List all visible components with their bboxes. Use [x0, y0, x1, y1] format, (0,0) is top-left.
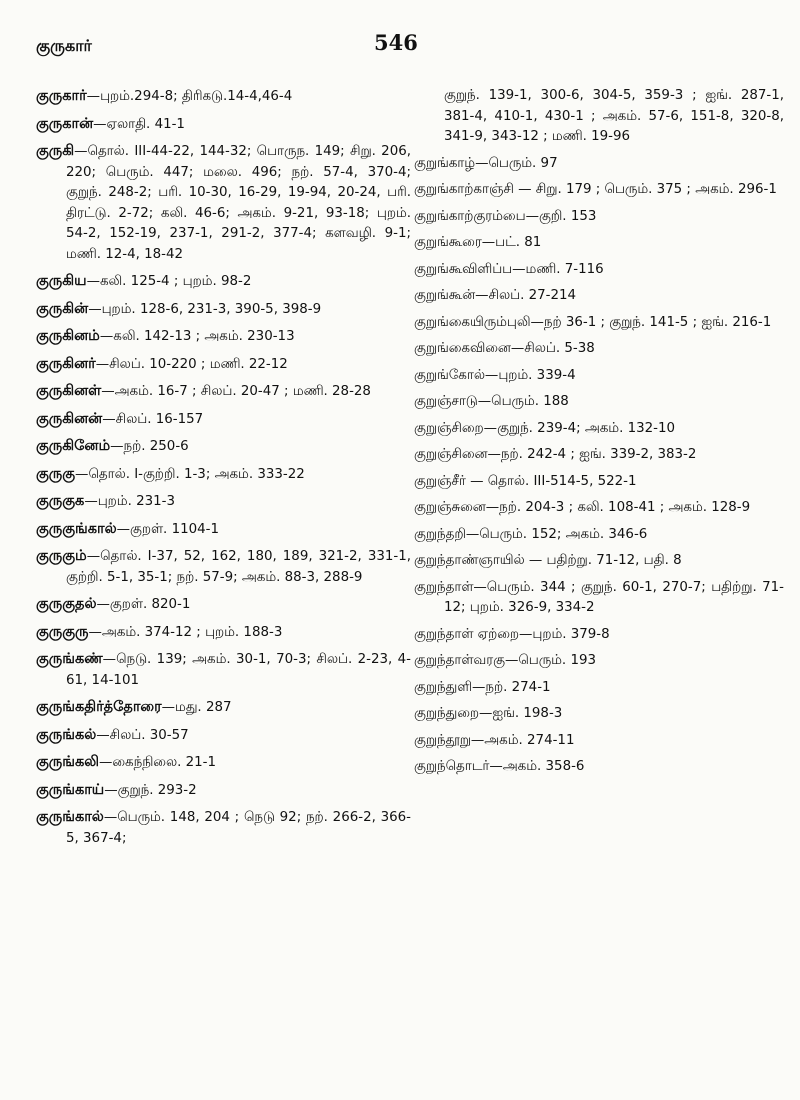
entry-headword: குருங்கல் — [36, 726, 97, 743]
entry-references: —கலி. 142-13 ; அகம். 230-13 — [99, 329, 295, 344]
entry-references: குறுங்காழ்—பெரும். 97 — [414, 155, 558, 171]
entry-headword: குருகான் — [36, 115, 94, 132]
entry-references: —மது. 287 — [161, 700, 232, 715]
entry-references: குறுங்காற்காஞ்சி — சிறு. 179 ; பெரும். 375 ; அகம். 296-1 — [414, 182, 777, 197]
index-entry — [36, 725, 411, 747]
entry-references: —குறள். 1104-1 — [116, 521, 219, 537]
entry-references: —சிலப். 30-57 — [96, 727, 189, 743]
index-entry — [414, 86, 784, 148]
entry-references: குறுங்கூன்—சிலப். 27-214 — [414, 288, 577, 303]
entry-headword: குருங்கதிர்த்தோரை — [36, 699, 162, 715]
entry-references: குறுந்தாள் ஏற்றை—புறம். 379-8 — [414, 626, 610, 642]
index-entry — [36, 519, 411, 541]
entry-references: —தொல். III-44-22, 144-32; பொருந. 149; சிறு. 206, 220; பெரும். 447; மலை. 496; நற். 57-4, 370-4; குறுந். 248-2; பரி. 10-30, 16-29, 19-94, 20-24, பரி. திரட்டு. 2-72; கலி. 46-6; அகம். 9-21, 93-18; புறம். 54-2, 152-19, 237-1, 291-2, 377-4; களவழி. 9-1; மணி. 12-4, 18-42 — [66, 144, 411, 262]
entry-references: குறுந்துளி—நற். 274-1 — [414, 679, 551, 695]
entry-headword: குருகினர் — [36, 355, 96, 372]
entry-references: —அகம். 16-7 ; சிலப். 20-47 ; மணி. 28-28 — [101, 384, 371, 399]
page-header — [22, 28, 782, 62]
entry-headword: குருகிய — [36, 273, 87, 289]
entry-headword: குருகினேம் — [36, 438, 111, 454]
index-entry — [414, 313, 784, 334]
entry-headword: குருகுதல் — [36, 596, 97, 612]
index-entry — [414, 180, 784, 201]
entry-headword: குருகின் — [36, 300, 89, 317]
index-entry — [36, 409, 411, 431]
entry-references: குறுஞ்சிறை—குறுந். 239-4; அகம். 132-10 — [414, 420, 676, 436]
entry-references: குறுங்கோல்—புறம். 339-4 — [414, 367, 576, 383]
index-entry — [414, 260, 784, 281]
entry-references: —அகம். 374-12 ; புறம். 188-3 — [88, 624, 283, 640]
entry-headword: குருங்கால் — [36, 809, 104, 825]
index-entry — [414, 578, 784, 619]
entry-references: —கைந்நிலை. 21-1 — [98, 755, 216, 770]
entry-references: குறுந். 139-1, 300-6, 304-5, 359-3 ; ஐங். 287-1, 381-4, 410-1, 430-1 ; அகம். 57-6, 151-8, 320-8, 341-9, 343-12 ; மணி. 19-96 — [444, 88, 784, 144]
index-entry — [36, 141, 411, 265]
entry-references: குறுஞ்சாடு—பெரும். 188 — [414, 394, 569, 409]
index-entry — [414, 651, 784, 672]
index-entry — [414, 731, 784, 752]
entry-references: —பெரும். 148, 204 ; நெடு 92; நற். 266-2, 366-5, 367-4; — [66, 810, 411, 846]
entry-references: —சிலப். 16-157 — [102, 411, 204, 427]
entry-references: குறுங்கூரை—பட். 81 — [414, 235, 542, 250]
index-entry — [36, 594, 411, 616]
page-number: 546 — [374, 30, 418, 55]
index-entry — [36, 697, 411, 719]
entry-references: —தொல். I-37, 52, 162, 180, 189, 321-2, 331-1, குற்றி. 5-1, 35-1; நற். 57-9; அகம். 88-3, 288-9 — [66, 549, 411, 585]
index-entry — [36, 326, 411, 348]
entry-headword: குருங்கண் — [36, 651, 103, 667]
index-entry — [36, 622, 411, 644]
entry-headword: குருகும் — [36, 548, 87, 564]
index-entry — [414, 154, 784, 175]
entry-headword: குருகி — [36, 143, 75, 159]
entry-references: —சிலப். 10-220 ; மணி. 22-12 — [95, 356, 288, 372]
index-entry — [36, 807, 411, 849]
entry-headword: குருகுரு — [36, 623, 89, 640]
index-entry — [36, 86, 411, 108]
index-entry — [414, 757, 784, 778]
entry-references: குறுந்தறி—பெரும். 152; அகம். 346-6 — [414, 526, 648, 542]
entry-references: குறுங்கையிரும்புலி—நற் 36-1 ; குறுந். 141-5 ; ஐங். 216-1 — [414, 314, 772, 330]
entry-headword: குருகு — [36, 465, 76, 482]
entry-headword: குருகுங்கால் — [36, 520, 117, 537]
entry-references: குறுந்தூறு—அகம். 274-11 — [414, 732, 575, 748]
entry-references: குறுஞ்சுனை—நற். 204-3 ; கலி. 108-41 ; அகம். 128-9 — [414, 500, 751, 515]
entry-references: —கலி. 125-4 ; புறம். 98-2 — [86, 274, 252, 289]
entry-references: குறுந்தாள்—பெரும். 344 ; குறுந். 60-1, 270-7; பதிற்று. 71-12; புறம். 326-9, 334-2 — [414, 579, 784, 615]
index-entry — [414, 551, 784, 572]
index-entry — [36, 436, 411, 458]
entry-references: குறுந்துறை—ஐங். 198-3 — [414, 706, 563, 721]
index-entry — [414, 445, 784, 466]
entry-references: —குறள். 820-1 — [96, 597, 191, 612]
index-entry — [414, 233, 784, 254]
index-entry — [36, 780, 411, 802]
index-entry — [414, 704, 784, 725]
entry-headword: குருகினள் — [36, 383, 102, 399]
index-entry — [414, 207, 784, 228]
entry-headword: குருங்கலி — [36, 754, 99, 770]
index-entry — [36, 464, 411, 486]
index-entry — [36, 271, 411, 293]
index-entry — [36, 381, 411, 403]
index-entry — [414, 625, 784, 646]
index-entry — [36, 491, 411, 513]
entry-references: குறுஞ்சினை—நற். 242-4 ; ஐங். 339-2, 383-2 — [414, 447, 697, 462]
entry-references: குறுங்கைவினை—சிலப். 5-38 — [414, 341, 595, 356]
entry-references: குறுந்தாண்ஞாயில் — பதிற்று. 71-12, பதி. 8 — [414, 553, 682, 568]
entry-headword: குருகினம் — [36, 328, 100, 344]
entry-headword: குருகுக — [36, 493, 85, 509]
entry-headword: குருகினன் — [36, 410, 103, 427]
index-entry — [36, 546, 411, 588]
index-entry — [414, 498, 784, 519]
index-entry — [414, 286, 784, 307]
entry-references: குறுந்தாள்வரகு—பெரும். 193 — [414, 653, 596, 668]
index-entry — [36, 114, 411, 136]
index-entry — [414, 392, 784, 413]
entry-headword: குருகார் — [36, 88, 87, 104]
index-entry — [414, 339, 784, 360]
entry-references: குறுந்தொடர்—அகம். 358-6 — [414, 759, 585, 774]
entry-references: குறுஞ்சீர் — தொல். III-514-5, 522-1 — [414, 473, 637, 489]
index-entry — [414, 525, 784, 546]
index-entry — [414, 366, 784, 387]
entry-references: —குறுந். 293-2 — [104, 782, 197, 798]
index-entry — [414, 678, 784, 699]
index-entry — [36, 752, 411, 774]
right-column — [414, 86, 784, 784]
entry-references: —நெடு. 139; அகம். 30-1, 70-3; சிலப். 2-23, 4-61, 14-101 — [66, 652, 411, 688]
index-entry — [36, 354, 411, 376]
index-entry — [414, 419, 784, 440]
entry-references: —நற். 250-6 — [110, 439, 189, 454]
left-column — [36, 86, 411, 855]
entry-references: —புறம். 231-3 — [84, 494, 175, 509]
entry-references: —புறம்.294-8; திரிகடு.14-4,46-4 — [86, 89, 293, 104]
entry-references: —தொல். I-குற்றி. 1-3; அகம். 333-22 — [75, 466, 305, 482]
index-entry — [414, 472, 784, 493]
index-entry — [36, 649, 411, 691]
entry-references: —புறம். 128-6, 231-3, 390-5, 398-9 — [88, 301, 322, 317]
entry-headword: குருங்காய் — [36, 781, 105, 798]
entry-references: குறுங்கூவிளிப்ப—மணி. 7-116 — [414, 261, 604, 277]
running-head: குருகார் — [36, 36, 92, 55]
entry-references: குறுங்காற்குரம்பை—குறி. 153 — [414, 208, 597, 224]
entry-references: —ஏலாதி. 41-1 — [93, 116, 185, 132]
index-entry — [36, 299, 411, 321]
